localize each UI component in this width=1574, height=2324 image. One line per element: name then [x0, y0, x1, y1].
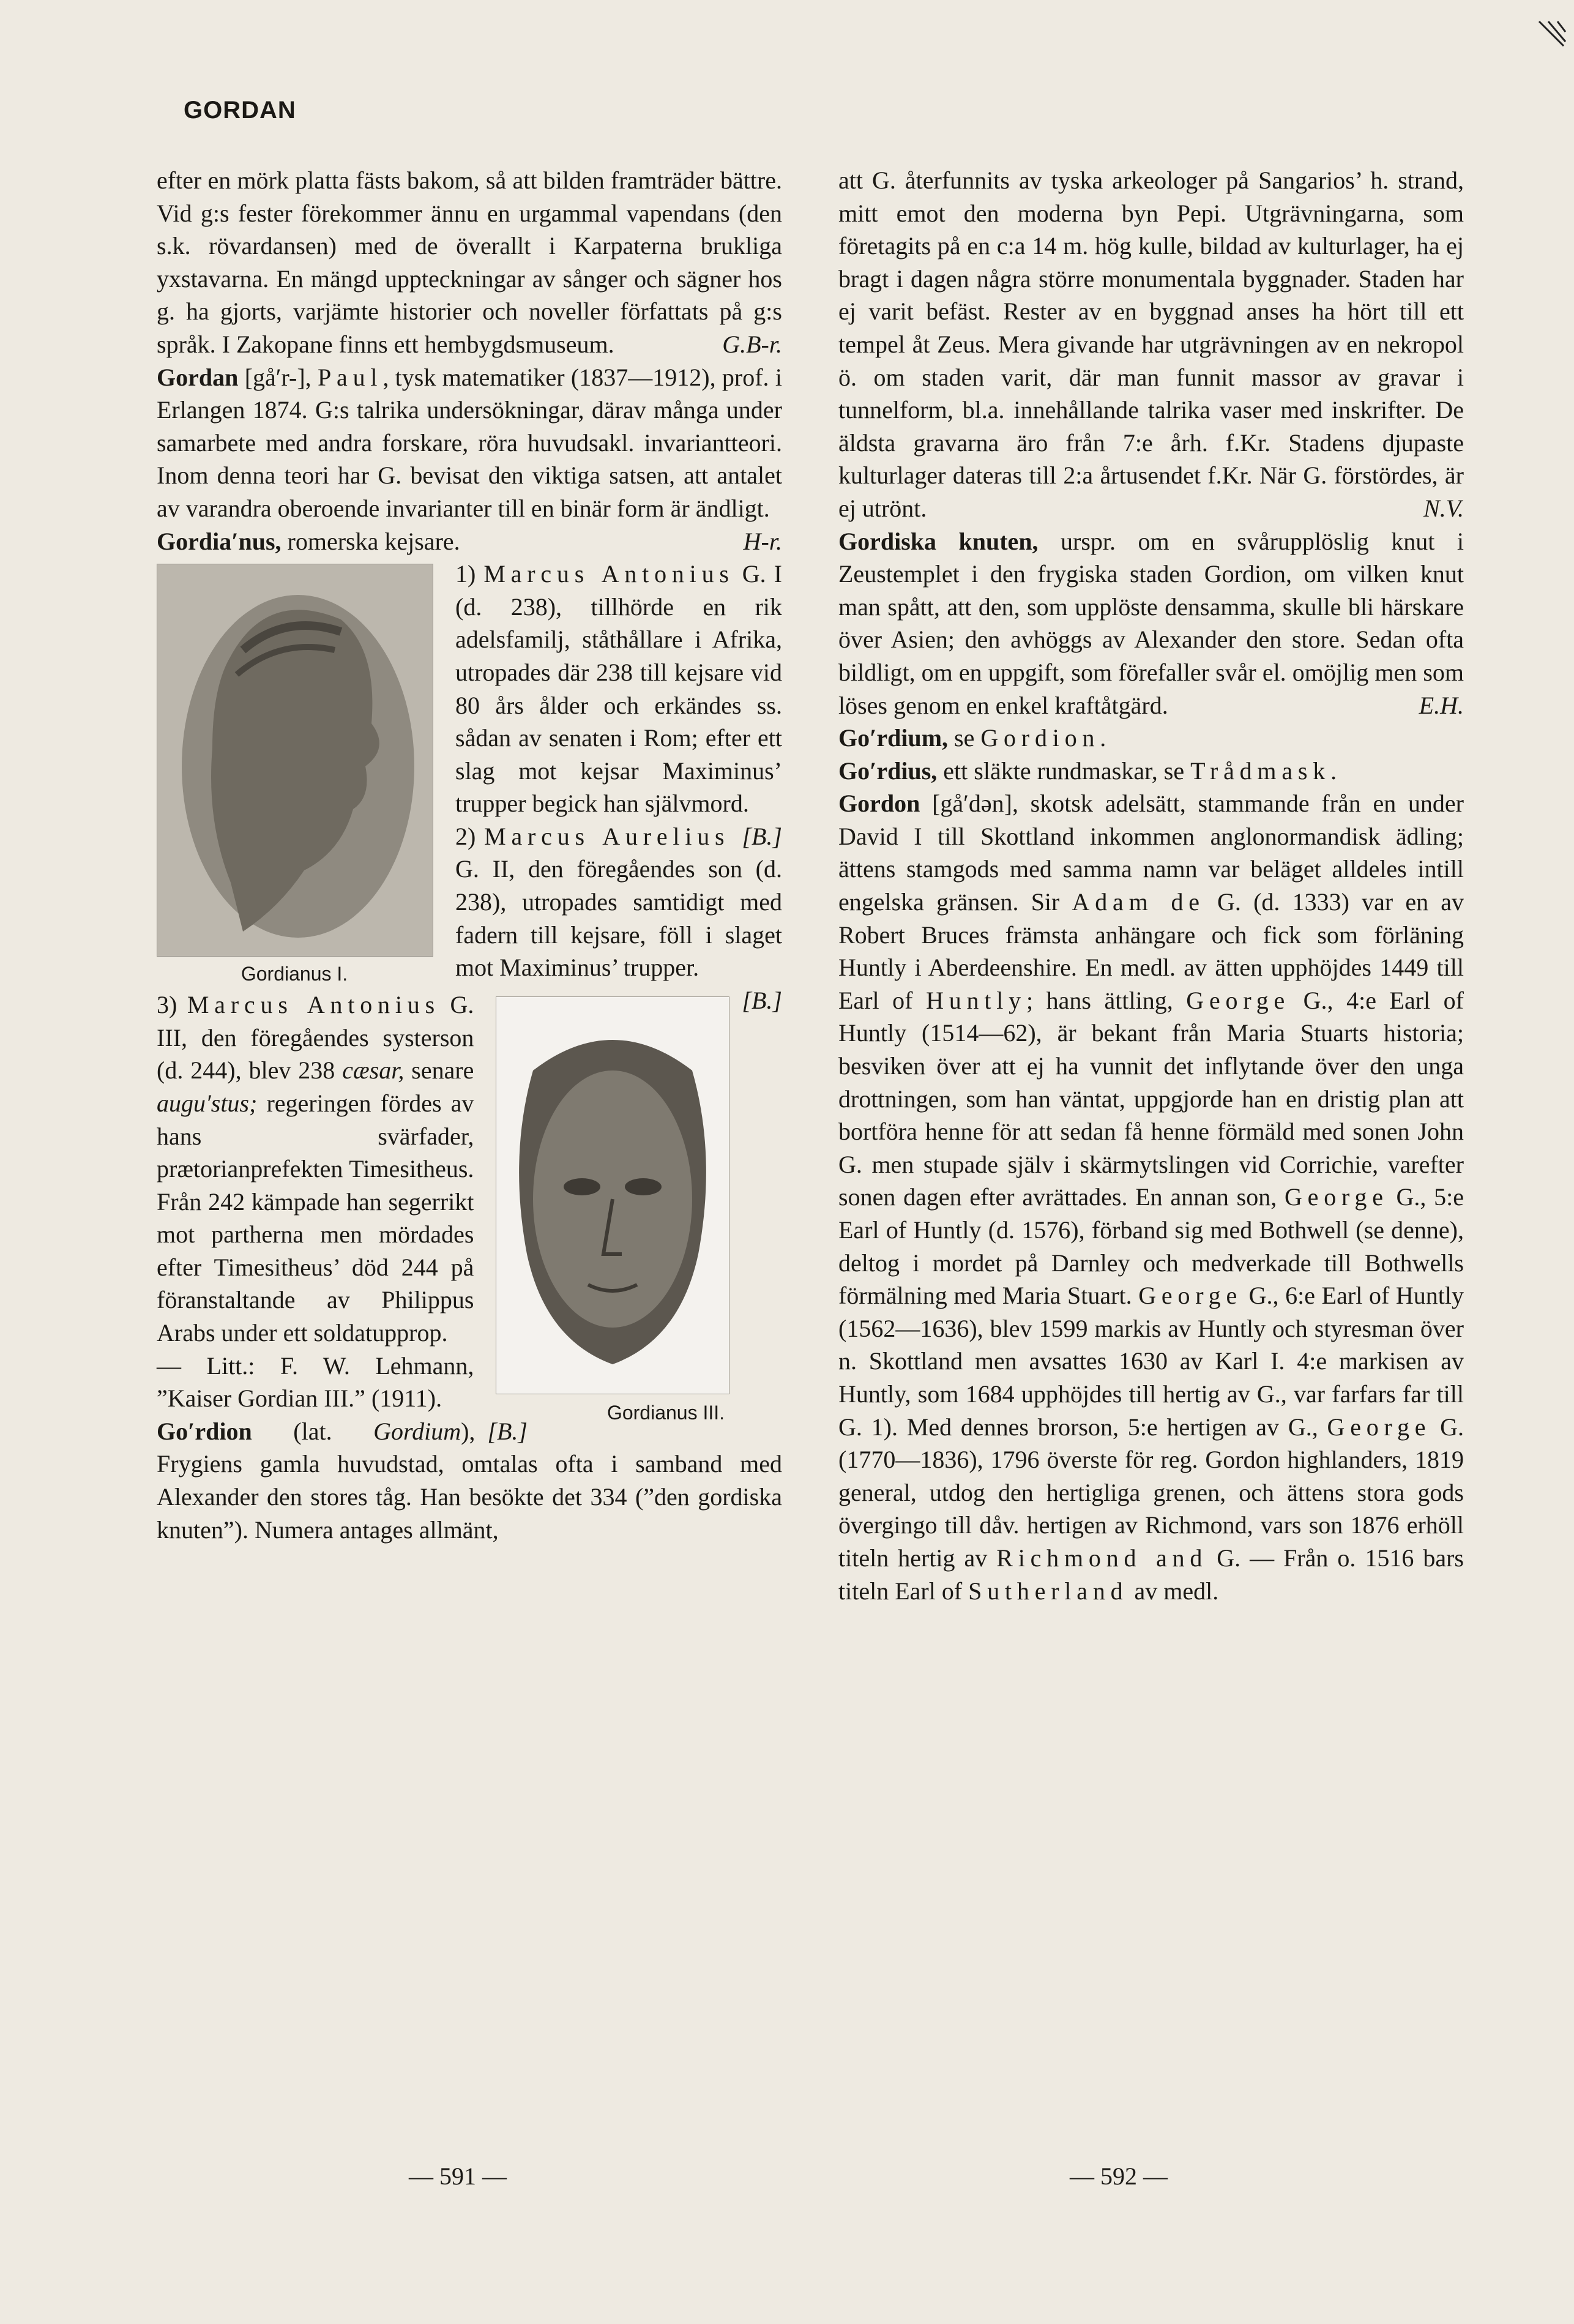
cross-reference: Trådmask — [1190, 757, 1331, 785]
entry-headword: Gordon — [838, 790, 920, 818]
author-signature: [B.] — [742, 822, 782, 850]
cross-reference: Gordion — [980, 724, 1100, 752]
author-signature: G.B-r. — [722, 330, 782, 358]
entry-gordan-paul: Gordan [gå′r-], Paul, tysk matematiker (1837—1912), prof. i Erlangen 1874. G:s talrika undersökningar, därav många under samarbete med andra forskare, röra huvudsakl. invariantteori. Inom denna teori har G. bevisat den viktiga satsen, att antalet av varandra oberoende invarianter till en binär form är ändligt. H-r. — [157, 361, 782, 525]
author-signature: E.H. — [1419, 691, 1464, 719]
page-number-left: — 591 — — [409, 2162, 507, 2190]
entry-headword: Go′rdion — [157, 1417, 252, 1445]
figure-caption: Gordianus III. — [606, 1401, 725, 1424]
entry-headword: Gordiska knuten, — [838, 527, 1039, 555]
entry-gordion: Go′rdion (lat. Gordium), Frygiens gamla huvudstad, omtalas ofta i samband med Alexander den stores tåg. Han besökte det 334 (”den gordiska knuten”). Numera antages allmänt, — [157, 1417, 782, 1544]
entry-gordianus: Gordia′nus, romerska kejsare. — [157, 527, 460, 555]
coin-relief-image — [157, 564, 433, 956]
entry-gordianus-i: 1) Marcus Antonius G. I (d. 238), tillhörde en rik adelsfamilj, ståthållare i Afrika, utropades där 238 till kejsare vid 80 års ålder och erkändes ss. sådan av senaten i Rom; efter ett slag mot kejsar Maximinus’ trupper begick han självmord. [B.] — [157, 558, 782, 820]
portrait-gordianus-iii — [496, 996, 729, 1394]
entry-headword: Gordia′nus, — [157, 527, 282, 555]
literature-reference: — Litt.: F. W. Lehmann, ”Kaiser Gordian III.” (1911). [B.] — [157, 1350, 782, 1415]
entry-gordius: Go′rdius, ett släkte rundmaskar, se Trådmask. — [838, 757, 1337, 785]
bust-sculpture-image — [496, 997, 729, 1394]
entry-headword: Gordan — [157, 363, 239, 391]
portrait-gordianus-i — [157, 564, 433, 957]
right-column — [838, 164, 1464, 1607]
author-signature: [B.] — [487, 1417, 528, 1445]
left-column — [157, 164, 782, 1546]
entry-gordon: Gordon [gå′dən], skotsk adelsätt, stammande från en under David I till Skottland inkommen anglonormandisk ädling; ättens stamgods med samma namn var beläget alldeles intill engelska gränsen. Sir Adam de G. (d. 1333) var en av Robert Bruces främsta anhängare och fick som förläning Huntly i Aberdeenshire. En medl. av ätten upphöjdes 1449 till Earl of Huntly; hans ättling, George G., 4:e Earl of Huntly (1514—62), är bekant från Maria Stuarts historia; besviken över att ej ha vunnit det inflytande över den unga drottningen, som han väntat, uppgjorde han en dristig plan att bortföra henne för att sedan få henne förmäld med sonen John G. men stupade själv i skärmytslingen vid Corrichie, varefter sonen dagen efter avrättades. En annan son, George G., 5:e Earl of Huntly (d. 1576), förband sig med Bothwell (se denne), deltog i mordet på Darnley och medverkade till Bothwells förmälning med Maria Stuart. George G., 6:e Earl of Huntly (1562—1636), blev 1599 markis av Huntly och styresman över n. Skottland men avsattes 1630 av Karl I. 4:e markisen av Huntly, som 1684 upphöjdes till hertig av G., var farfars far till G. 1). Med dennes brorson, 5:e hertigen av G., George G. (1770—1836), 1796 överste för reg. Gordon highlanders, 1819 general, utdog den hertigliga grenen, och ättens stora gods övergingo till dåv. hertigen av Richmond, vars son 1876 erhöll titeln hertig av Richmond and G. — Från o. 1516 bars titeln Earl of Sutherland av medl. — [838, 790, 1464, 1605]
author-signature: N.V. — [1423, 494, 1464, 522]
entry-gordion-cont: att G. återfunnits av tyska arkeologer på Sangarios’ h. strand, mitt emot den moderna byn Pepi. Utgrävningarna, som företagits på en c:a 14 m. hög kulle, bildad av kulturlager, ha ej bragt i dagen några större monumentala byggnader. Staden har ej varit befäst. Rester av en byggnad anses ha hört till ett tempel åt Zeus. Mera givande har utgrävningen av en nekropol ö. om staden varit, där man funnit massor av gravar i tunnelform, bl.a. innehållande talrika vaser med inskrifter. De äldsta gravarna äro från 7:e årh. f.Kr. Stadens djupaste kulturlager dateras till 2:a årtusendet f.Kr. När G. förstördes, är ej utrönt. N.V. — [838, 164, 1464, 525]
entry-gordianus-iii: 3) Marcus Antonius G. III, den föregåendes systerson (d. 244), blev 238 cæsar, senare augu′stus; regeringen fördes av hans svärfader, prætorianprefekten Timesitheus. Från 242 kämpade han segerrikt mot partherna men mördades efter Timesitheus’ död 244 på föranstaltande av Philippus Arabs under ett soldatupprор. — [157, 991, 474, 1347]
author-signature: [B.] — [742, 986, 782, 1014]
page-number-right: — 592 — — [1070, 2162, 1168, 2190]
page-header: GORDAN — [184, 97, 296, 124]
paragraph-gorale-end: efter en mörk platta fästs bakom, så att bilden framträder bättre. Vid g:s fester förekommer ännu en urgammal vapendans (den s.k. rövardansen) med de överallt i Karpaterna brukliga yxstavarna. En mängd uppteckningar av sånger och sägner hos g. ha gjorts, varjämte historier och noveller författats på g:s språk. I Zakopane finns ett hembygdsmuseum. G.B-r. — [157, 164, 782, 361]
author-signature: H-r. — [743, 527, 782, 555]
entry-gordiska-knuten: Gordiska knuten, urspr. om en svårupplöslig knut i Zeustemplet i den frygiska staden Gordion, om vilken knut man spått, att den, som upplöste densamma, skulle bli härskare över Asien; den avhöggs av Alexander den store. Sedan ofta bildligt, om en uppgift, som förefaller svår el. omöjlig men som löses genom en enkel kraftåtgärd. E.H. — [838, 525, 1464, 722]
entry-headword: Go′rdius, — [838, 757, 938, 785]
corner-fold-mark — [1536, 18, 1567, 55]
entry-headword: Go′rdium, — [838, 724, 949, 752]
figure-caption: Gordianus I. — [241, 963, 348, 985]
entry-gordianus-ii: 2) Marcus Aurelius G. II, den föregåendes son (d. 238), utropades samtidigt med fadern till kejsare, föll i slaget mot Maximinus’ trupper. [B.] — [157, 820, 782, 984]
entry-gordium: Go′rdium, se Gordion. — [838, 724, 1106, 752]
